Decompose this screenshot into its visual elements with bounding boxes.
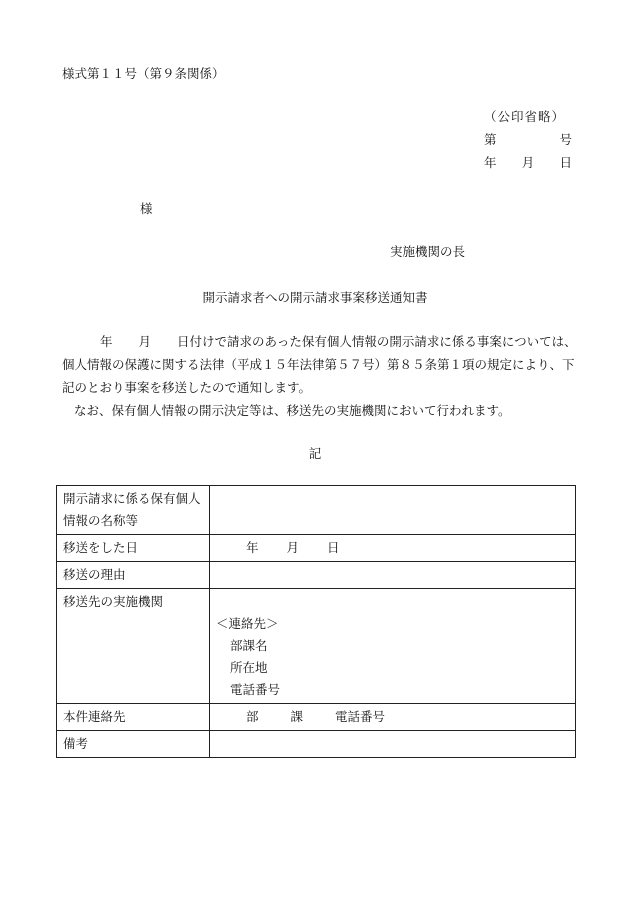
dest-label-cell: 移送先の実施機関 [57, 589, 210, 704]
document-number [484, 130, 572, 148]
transfer-year: 年 [246, 540, 259, 555]
info-label-line-1: 開示請求に係る保有個人 [63, 491, 201, 506]
date-year: 年 [484, 155, 497, 170]
document-date [484, 153, 572, 171]
contact-value-cell [210, 704, 576, 731]
notes-label-cell: 備考 [57, 731, 210, 758]
table-row [57, 562, 576, 589]
dest-dept: 部課名 [230, 638, 268, 653]
notes-value-cell [210, 731, 576, 758]
table-row [57, 486, 576, 535]
contact-bu: 部 [246, 709, 259, 724]
dest-address: 所在地 [230, 660, 268, 675]
transfer-day: 日 [327, 540, 340, 555]
body-year: 年 [100, 334, 113, 349]
body-line-1 [62, 330, 582, 353]
date-value-cell [210, 535, 576, 562]
contact-ka: 課 [290, 709, 304, 724]
ki-heading: 記 [308, 446, 322, 461]
sender: 実施機関の長 [390, 244, 466, 259]
info-value-cell [210, 486, 576, 535]
body-text [62, 330, 582, 422]
table-row [57, 731, 576, 758]
reason-value-cell [210, 562, 576, 589]
table-row [57, 589, 576, 704]
date-month: 月 [521, 155, 535, 170]
info-label-cell [57, 486, 210, 535]
document-number-prefix: 第 [484, 132, 497, 147]
contact-label-cell: 本件連絡先 [57, 704, 210, 731]
document-title: 開示請求者への開示請求事案移送通知書 [202, 290, 428, 305]
form-number: 様式第１１号（第９条関係） [62, 66, 225, 81]
table-row [57, 535, 576, 562]
details-table [56, 485, 576, 758]
dest-value-cell [210, 589, 576, 704]
info-label-line-2: 情報の名称等 [63, 513, 139, 528]
body-line-4: なお、保有個人情報の開示決定等は、移送先の実施機関において行われます。 [74, 403, 511, 418]
document-number-suffix: 号 [559, 132, 572, 147]
contact-phone: 電話番号 [335, 709, 386, 724]
body-line-1-text: 日付けで請求のあった保有個人情報の開示請求に係る事案については、 [177, 334, 577, 349]
seal-omitted-note: （公印省略） [484, 109, 566, 124]
addressee: 様 [140, 201, 153, 216]
dest-phone: 電話番号 [230, 682, 281, 697]
transfer-month: 月 [286, 540, 300, 555]
body-line-2: 個人情報の保護に関する法律（平成１５年法律第５７号）第８５条第１項の規定により、下 [62, 357, 575, 372]
dest-contact-heading: ＜連絡先＞ [216, 616, 279, 631]
date-label-cell: 移送をした日 [57, 535, 210, 562]
table-row [57, 704, 576, 731]
date-day: 日 [559, 155, 572, 170]
body-month: 月 [138, 334, 152, 349]
body-line-3: 記のとおり事案を移送したので通知します。 [62, 380, 312, 395]
reason-label-cell: 移送の理由 [57, 562, 210, 589]
